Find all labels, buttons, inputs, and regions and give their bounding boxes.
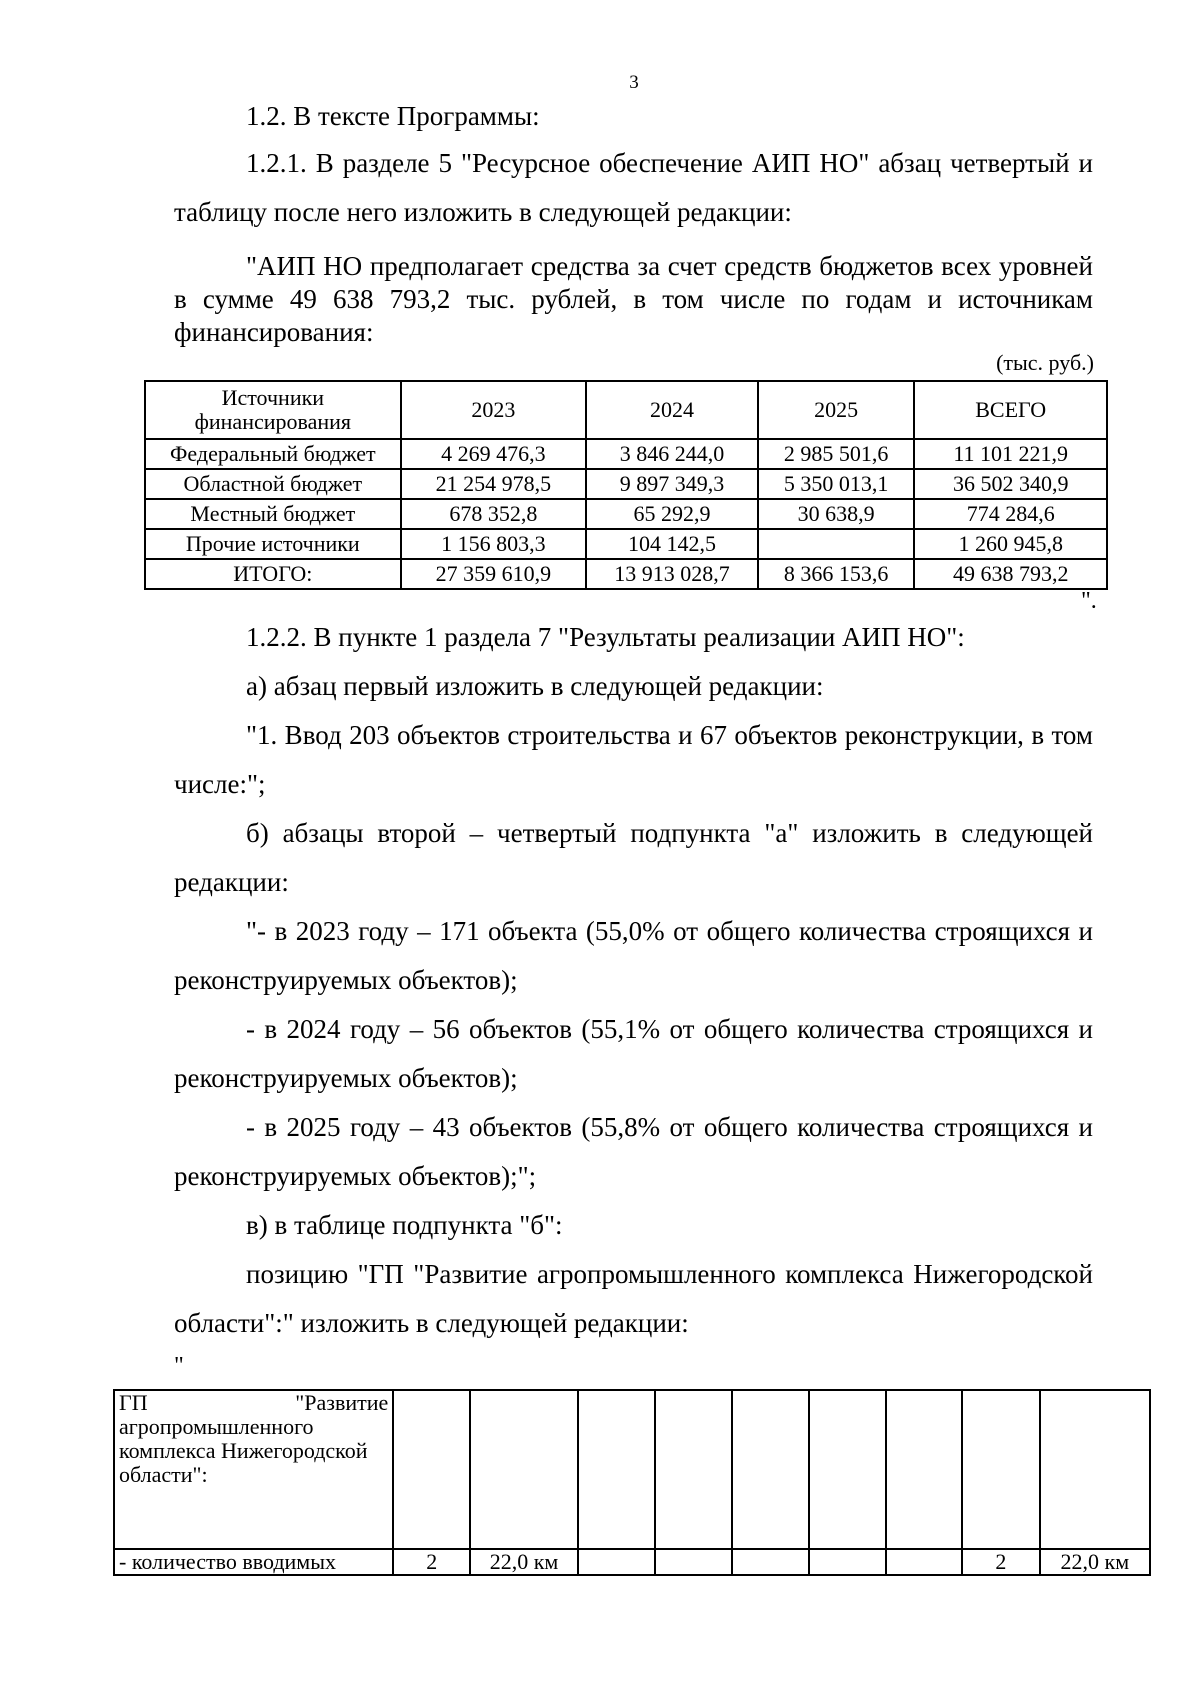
units-label: (тыс. руб.)	[996, 350, 1094, 375]
table-cell	[732, 1549, 808, 1575]
table-cell: 2 985 501,6	[758, 439, 915, 469]
table-cell: 9 897 349,3	[586, 469, 758, 499]
table-cell: 65 292,9	[586, 499, 758, 529]
table-cell: Местный бюджет	[145, 499, 401, 529]
table-cell: 3 846 244,0	[586, 439, 758, 469]
paragraph-position: позицию "ГП "Развитие агропромышленного комплекса Нижегородской области":" изложить в следующей редакции:	[174, 1259, 1093, 1338]
page-number: 3	[629, 72, 639, 93]
table-cell	[578, 1390, 655, 1549]
table-row	[145, 439, 1107, 469]
paragraph-2023: "- в 2023 году – 171 объекта (55,0% от общего количества строящихся и реконструируемых объектов);	[174, 916, 1093, 995]
closing-quote: ".	[1081, 588, 1097, 614]
paragraph-2024: - в 2024 году – 56 объектов (55,1% от общего количества строящихся и реконструируемых объектов);	[174, 1014, 1093, 1093]
paragraph-1-2: 1.2. В тексте Программы:	[246, 101, 540, 131]
table-cell: 30 638,9	[758, 499, 915, 529]
table-cell	[809, 1549, 886, 1575]
table-cell: 1 156 803,3	[401, 529, 587, 559]
table-cell	[578, 1549, 655, 1575]
table-cell: 774 284,6	[914, 499, 1107, 529]
table-cell: 21 254 978,5	[401, 469, 587, 499]
paragraph-b: б) абзацы второй – четвертый подпункта "а" изложить в следующей редакции:	[174, 818, 1093, 897]
table-cell	[732, 1390, 808, 1549]
table-row	[114, 1549, 1150, 1575]
table-cell: 104 142,5	[586, 529, 758, 559]
paragraph-aip-funding: "АИП НО предполагает средства за счет средств бюджетов всех уровней в сумме 49 638 793,2 тыс. рублей, в том числе по годам и источникам финансирования:	[174, 251, 1093, 347]
table-cell: 1 260 945,8	[914, 529, 1107, 559]
table-cell: 13 913 028,7	[586, 559, 758, 589]
table-cell: ИТОГО:	[145, 559, 401, 589]
table-row	[114, 1390, 1150, 1549]
header-cell: Источники финансирования	[145, 381, 401, 439]
agro-results-table	[113, 1389, 1151, 1576]
table-cell: 11 101 221,9	[914, 439, 1107, 469]
table-cell: 5 350 013,1	[758, 469, 915, 499]
table-cell	[655, 1549, 732, 1575]
header-cell: 2023	[401, 381, 587, 439]
table-total-row	[145, 559, 1107, 589]
program-name-first-line: ГП "Развитие	[119, 1390, 389, 1415]
table-cell: 27 359 610,9	[401, 559, 587, 589]
header-cell: ВСЕГО	[914, 381, 1107, 439]
table-cell: 22,0 км	[1040, 1549, 1150, 1575]
table-cell	[886, 1390, 962, 1549]
table-cell	[962, 1390, 1040, 1549]
paragraph-1-2-1: 1.2.1. В разделе 5 "Ресурсное обеспечение АИП НО" абзац четвертый и таблицу после него изложить в следующей редакции:	[174, 148, 1093, 227]
table-cell: 678 352,8	[401, 499, 587, 529]
table-cell: 49 638 793,2	[914, 559, 1107, 589]
table-cell	[758, 529, 915, 559]
program-name-cell	[114, 1390, 393, 1549]
table-row	[145, 529, 1107, 559]
table-cell: Федеральный бюджет	[145, 439, 401, 469]
table-cell: 4 269 476,3	[401, 439, 587, 469]
paragraph-1-2-2: 1.2.2. В пункте 1 раздела 7 "Результаты реализации АИП НО":	[246, 622, 965, 652]
table-cell	[1040, 1390, 1150, 1549]
table-cell: - количество вводимых	[114, 1549, 393, 1575]
paragraph-2025: - в 2025 году – 43 объектов (55,8% от общего количества строящихся и реконструируемых объектов);";	[174, 1112, 1093, 1191]
table-cell: 36 502 340,9	[914, 469, 1107, 499]
table-cell	[470, 1390, 578, 1549]
table-cell: 22,0 км	[470, 1549, 578, 1575]
table-header-row	[145, 381, 1107, 439]
table-cell: 2	[962, 1549, 1040, 1575]
paragraph-a: а) абзац первый изложить в следующей редакции:	[246, 671, 824, 701]
table-cell: 2	[393, 1549, 470, 1575]
opening-quote: "	[174, 1353, 184, 1379]
table-cell: Прочие источники	[145, 529, 401, 559]
header-cell: 2025	[758, 381, 915, 439]
paragraph-v: в) в таблице подпункта "б":	[246, 1210, 563, 1240]
program-name-rest: агропромышленного комплекса Нижегородской области":	[119, 1414, 368, 1487]
table-cell	[393, 1390, 470, 1549]
table-cell: Областной бюджет	[145, 469, 401, 499]
header-cell: 2024	[586, 381, 758, 439]
financing-table	[144, 380, 1108, 590]
table-cell: 8 366 153,6	[758, 559, 915, 589]
table-cell	[809, 1390, 886, 1549]
paragraph-input-objects: "1. Ввод 203 объектов строительства и 67 объектов реконструкции, в том числе:";	[174, 720, 1093, 799]
table-row	[145, 499, 1107, 529]
table-row	[145, 469, 1107, 499]
table-cell	[886, 1549, 962, 1575]
table-cell	[655, 1390, 732, 1549]
